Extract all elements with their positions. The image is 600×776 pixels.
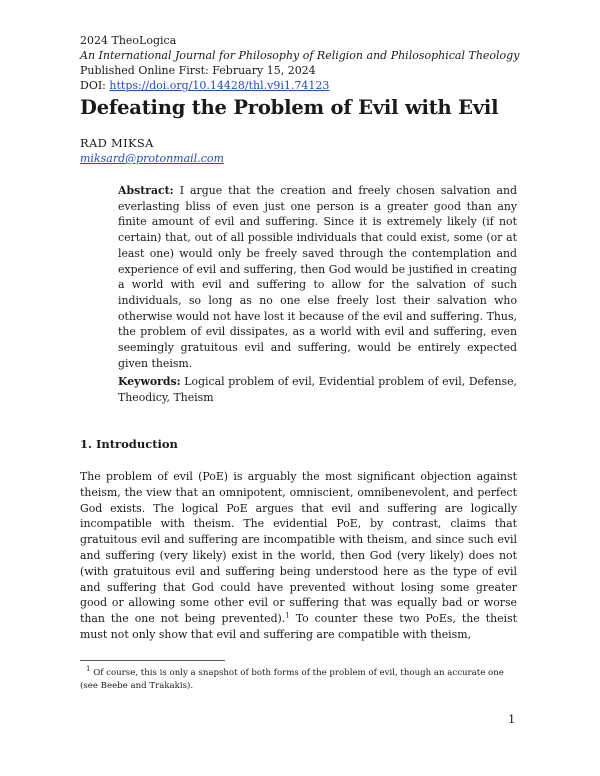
- journal-subtitle: An International Journal for Philosophy of Religion and Philosophical Theology: [80, 49, 520, 62]
- published-date: Published Online First: February 15, 2024: [80, 64, 316, 77]
- abstract: [118, 183, 517, 371]
- doi-line: [80, 78, 329, 93]
- journal-year: 2024 TheoLogica: [80, 34, 177, 47]
- doi-link[interactable]: https://doi.org/10.14428/thl.v9i1.74123: [109, 79, 330, 92]
- keywords-text: Logical problem of evil, Evidential problem of evil, Defense, Theodicy, Theism: [118, 375, 517, 404]
- footnote-number: 1: [86, 665, 91, 674]
- page-number: 1: [508, 712, 516, 726]
- paper-title: Defeating the Problem of Evil with Evil: [80, 96, 499, 119]
- author-name: RAD MIKSA: [80, 136, 154, 150]
- keywords-label: Keywords:: [118, 375, 181, 388]
- paragraph-text-part1: The problem of evil (PoE) is arguably the most significant objection against theism, the view that an omnipotent, omniscient, omnibenevolent, and perfect God exists. The logical PoE argues that evil and suffering are logically incompatible with theism. The evidential PoE, by contrast, claims that gratuitous evil and suffering are incompatible with theism, and since such evil and suffering (very likely) exist in the world, then God (very likely) does not (with gratuitous evil and suffering being understood here as the type of evil and suffering that God could have prevented without losing some greater good or allowing some other evil or suffering that was equally bad or worse than the one not being prevented).: [80, 470, 517, 626]
- keywords: [118, 374, 517, 405]
- footnote: [80, 667, 517, 692]
- footnote-text: Of course, this is only a snapshot of both forms of the problem of evil, though an accurate one (see Beebe and Trakakis).: [80, 668, 504, 691]
- doi-label: DOI:: [80, 79, 106, 92]
- paragraph-text-part2: To counter these two PoEs, the theist must not only show that evil and suffering are compatible with theism,: [80, 612, 517, 641]
- footnote-divider: [80, 660, 225, 661]
- author-email-link[interactable]: miksard@protonmail.com: [80, 152, 224, 165]
- section-heading: 1. Introduction: [80, 437, 178, 451]
- abstract-label: Abstract:: [118, 184, 174, 197]
- abstract-text: I argue that the creation and freely chosen salvation and everlasting bliss of even just one person is a greater good than any finite amount of evil and suffering. Since it is extremely likely (if not certain) that, out of all possible individuals that could exist, some (or at least one) would only be freely saved through the contemplation and experience of evil and suffering, then God would be justified in creating a world with evil and suffering to allow for the salvation of such individuals, so long as no one else freely lost their salvation who otherwise would not have lost it because of the evil and suffering. Thus, the problem of evil dissipates, as a world with evil and suffering, even seemingly gratuitous evil and suffering, would be entirely expected given theism.: [118, 184, 518, 370]
- body-paragraph: [80, 469, 517, 643]
- footnote-marker-link[interactable]: 1: [285, 611, 290, 620]
